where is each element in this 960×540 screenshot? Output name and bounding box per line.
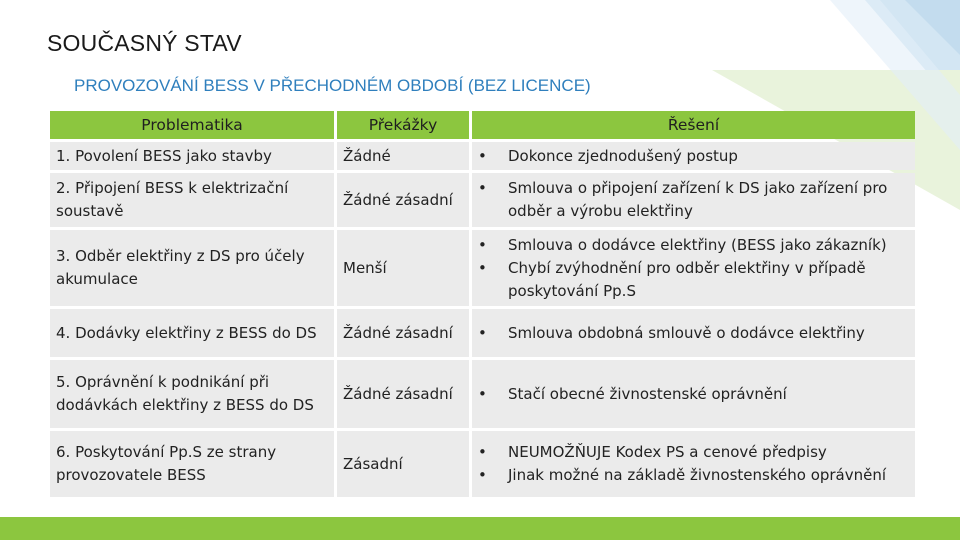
solution-cell <box>472 142 915 170</box>
obstacle-cell: Zásadní <box>337 431 469 497</box>
obstacle-cell: Žádné zásadní <box>337 309 469 357</box>
solution-cell <box>472 230 915 306</box>
solution-item: • Smlouva o připojení zařízení k DS jako zařízení pro odběr a výrobu elektřiny <box>478 177 909 223</box>
table-header-row <box>50 111 915 139</box>
problem-cell: 4. Dodávky elektřiny z BESS do DS <box>50 309 334 357</box>
problem-cell: 2. Připojení BESS k elektrizační soustavě <box>50 173 334 227</box>
obstacle-cell: Žádné zásadní <box>337 360 469 428</box>
page-subtitle: PROVOZOVÁNÍ BESS V PŘECHODNÉM OBDOBÍ (BEZ LICENCE) <box>74 76 591 95</box>
obstacle-cell: Menší <box>337 230 469 306</box>
problem-cell: 3. Odběr elektřiny z DS pro účely akumulace <box>50 230 334 306</box>
status-table <box>47 108 918 500</box>
problem-cell: 5. Oprávnění k podnikání při dodávkách elektřiny z BESS do DS <box>50 360 334 428</box>
table-row <box>50 360 915 428</box>
solution-item: • Jinak možné na základě živnostenského oprávnění <box>478 464 909 487</box>
table-row <box>50 230 915 306</box>
obstacle-cell: Žádné <box>337 142 469 170</box>
table-row <box>50 309 915 357</box>
solution-item: • Dokonce zjednodušený postup <box>478 145 909 168</box>
header-prekazky: Překážky <box>337 111 469 139</box>
problem-cell: 6. Poskytování Pp.S ze strany provozovatele BESS <box>50 431 334 497</box>
solution-item: • Smlouva obdobná smlouvě o dodávce elektřiny <box>478 322 909 345</box>
solution-cell <box>472 173 915 227</box>
solution-item: • Stačí obecné živnostenské oprávnění <box>478 383 909 406</box>
solution-cell <box>472 309 915 357</box>
solution-cell <box>472 360 915 428</box>
footer-bar <box>0 517 960 540</box>
table-row <box>50 173 915 227</box>
problem-cell: 1. Povolení BESS jako stavby <box>50 142 334 170</box>
table-row <box>50 142 915 170</box>
solution-item: • NEUMOŽŇUJE Kodex PS a cenové předpisy <box>478 441 909 464</box>
table-row <box>50 431 915 497</box>
header-reseni: Řešení <box>472 111 915 139</box>
header-problematika: Problematika <box>50 111 334 139</box>
solution-item: • Smlouva o dodávce elektřiny (BESS jako zákazník) <box>478 234 909 257</box>
obstacle-cell: Žádné zásadní <box>337 173 469 227</box>
page-title: SOUČASNÝ STAV <box>47 30 242 56</box>
solution-item: • Chybí zvýhodnění pro odběr elektřiny v případě poskytování Pp.S <box>478 257 909 303</box>
solution-cell <box>472 431 915 497</box>
